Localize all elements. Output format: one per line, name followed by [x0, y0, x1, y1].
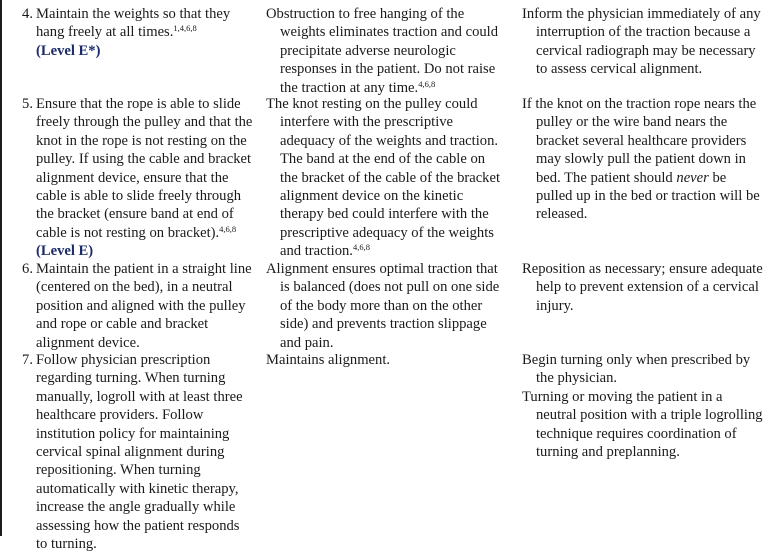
reference-superscript: 4,6,8	[219, 223, 237, 234]
step-5-notes	[522, 95, 766, 224]
evidence-level: (Level E*)	[36, 42, 101, 59]
special-consideration: Begin turning only when prescribed by the physician.	[522, 352, 751, 387]
step-number: 4.	[22, 6, 33, 22]
step-7-notes	[522, 351, 766, 461]
step-number: 5.	[22, 96, 33, 112]
reference-superscript: 4,6,8	[352, 242, 370, 253]
step-number: 7.	[22, 352, 33, 368]
rationale-text: The knot resting on the pulley could interfere with the prescriptive adequacy of the weights and traction. The band at the end of the cable on the bracket of the cable of the bracket alignment device on the kinetic therapy bed could interfere with the prescriptive adequacy of the weights and traction.	[266, 96, 501, 260]
step-action-text: Follow physician prescription regarding turning. When turning manually, logroll with at least three healthcare providers. Follow institution policy for maintaining cervical spinal alignment during repositioning. When turning automatically with kinetic therapy, increase the angle gradually while assessing how the patient responds to turning.	[36, 352, 243, 553]
special-consideration: Reposition as necessary; ensure adequate help to prevent extension of a cervical injury.	[522, 261, 763, 314]
step-6-notes	[522, 260, 766, 315]
rationale-text: Alignment ensures optimal traction that is balanced (does not pull on one side of the body more than on the other side) and prevents traction slippage and pain.	[266, 261, 500, 351]
rationale-text: Maintains alignment.	[266, 352, 391, 368]
special-consideration: Turning or moving the patient in a neutral position with a triple logrolling technique requires coordination of turning and preplanning.	[522, 388, 763, 461]
emphasis-text: never	[676, 169, 709, 186]
step-action-text: Maintain the weights so that they hang freely at all times.	[36, 6, 231, 41]
step-6-rationale	[266, 260, 506, 352]
step-5-rationale	[266, 95, 506, 261]
step-action-text: Ensure that the rope is able to slide freely through the pulley and that the knot in the rope is not resting on the pulley. If using the cable and bracket alignment device, ensure that the cable is able to slide freely through the bracket (ensure band at end of cable is not resting on bracket).	[36, 96, 253, 241]
step-4-notes	[522, 5, 766, 79]
rationale-text: Obstruction to free hanging of the weights eliminates traction and could precipitate adverse neurologic responses in the patient. Do not raise the traction at any time.	[266, 6, 499, 96]
step-number: 6.	[22, 261, 33, 277]
table-left-border	[0, 0, 2, 536]
special-consideration: Inform the physician immediately of any interruption of the traction because a cervical radiograph may be necessary to assess cervical alignment.	[522, 6, 761, 78]
reference-superscript: 4,6,8	[418, 78, 436, 89]
evidence-level: (Level E)	[36, 243, 94, 260]
step-7-rationale	[266, 351, 506, 369]
step-4-rationale	[266, 5, 506, 97]
special-consideration: If the knot on the traction rope nears the pulley or the wire band nears the bracket several healthcare providers may slowly pull the patient down in bed. The patient should never be pulled up in the bed or traction will be released.	[522, 96, 760, 223]
step-action-text: Maintain the patient in a straight line (centered on the bed), in a neutral position and aligned with the pulley and rope or cable and bracket alignment device.	[36, 261, 252, 351]
reference-superscript: 1,4,6,8	[173, 23, 197, 34]
